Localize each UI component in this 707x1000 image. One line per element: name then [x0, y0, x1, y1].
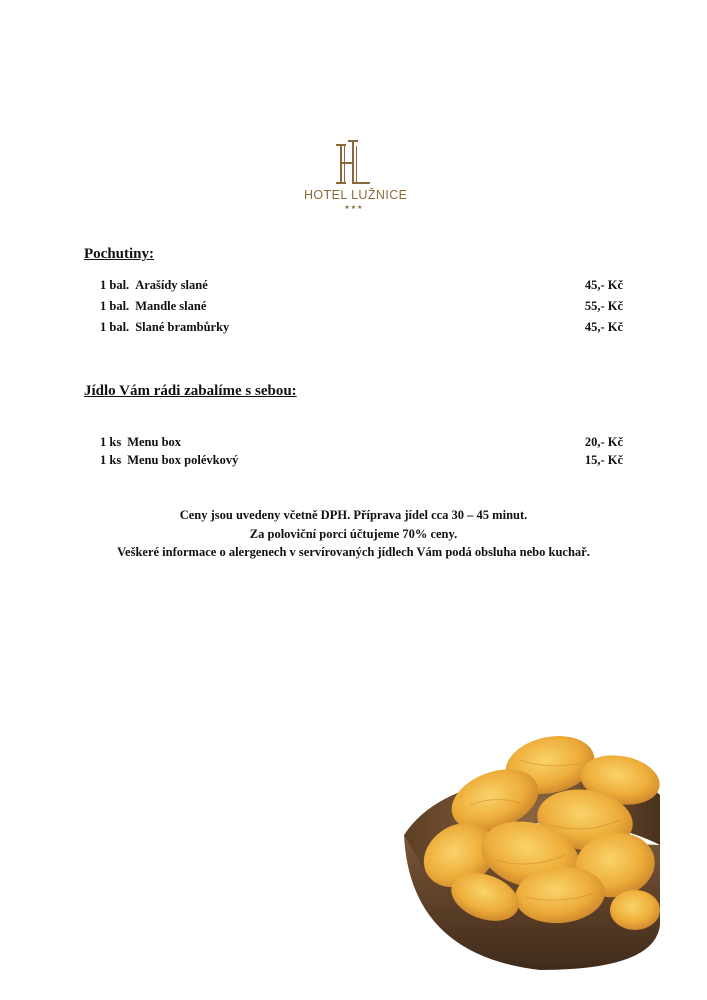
item-price: 45,- Kč	[584, 278, 623, 292]
hotel-monogram-icon	[334, 140, 374, 186]
section-heading-snacks: Pochutiny:	[84, 246, 155, 262]
item-price: 20,- Kč	[584, 435, 623, 449]
note-line: Veškeré informace o alergenech v servírovaných jídlech Vám podá obsluha nebo kuchař.	[117, 545, 590, 559]
item-price: 45,- Kč	[584, 320, 623, 334]
menu-item	[100, 299, 623, 315]
item-quantity: 1 bal.	[100, 278, 130, 292]
hotel-stars: ★★★	[344, 204, 364, 211]
note-line: Ceny jsou uvedeny včetně DPH. Příprava jídel cca 30 – 45 minut.	[179, 508, 528, 522]
section-heading-takeaway: Jídlo Vám rádi zabalíme s sebou:	[84, 383, 297, 399]
item-quantity: 1 ks	[100, 453, 122, 467]
menu-item	[100, 320, 623, 336]
item-quantity: 1 bal.	[100, 299, 130, 313]
price-notes	[60, 506, 647, 562]
item-name: Slané brambůrky	[135, 320, 230, 334]
item-name: Menu box polévkový	[127, 453, 239, 467]
hotel-logo	[304, 140, 408, 211]
item-name: Mandle slané	[135, 299, 207, 313]
menu-item	[100, 453, 623, 469]
chips-bowl-icon	[400, 725, 660, 975]
chips-bowl-image	[400, 725, 660, 975]
item-price: 15,- Kč	[584, 453, 623, 467]
item-quantity: 1 bal.	[100, 320, 130, 334]
menu-item	[100, 435, 623, 451]
item-quantity: 1 ks	[100, 435, 122, 449]
item-price: 55,- Kč	[584, 299, 623, 313]
note-line: Za poloviční porci účtujeme 70% ceny.	[249, 526, 458, 541]
hotel-name: HOTEL LUŽNICE	[304, 188, 408, 202]
item-name: Menu box	[127, 435, 182, 449]
menu-item	[100, 278, 623, 294]
item-name: Arašídy slané	[135, 278, 208, 292]
